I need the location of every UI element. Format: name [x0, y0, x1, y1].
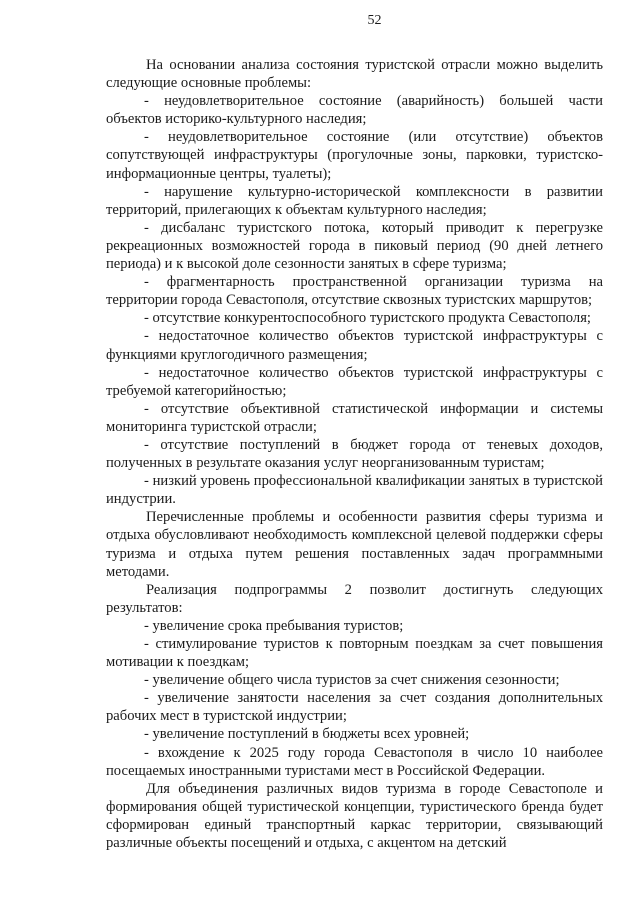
list-item: - увеличение поступлений в бюджеты всех уровней;: [144, 726, 470, 743]
paragraph: На основании анализа состояния туристской отрасли можно выделить следующие основные проблемы:: [106, 57, 603, 92]
list-item: - неудовлетворительное состояние (аварийность) большей части объектов историко-культурного наследия;: [106, 93, 603, 128]
list-item: - неудовлетворительное состояние (или отсутствие) объектов сопутствующей инфраструктуры (прогулочные зоны, парковки, туристско-информационные центры, туалеты);: [106, 129, 603, 182]
paragraph: Для объединения различных видов туризма в городе Севастополе и формирования общей туристической концепции, туристического бренда будет сформирован единый транспортный каркас территории, связывающий различные объекты посещений и отдыха, с акцентом на детский: [106, 780, 603, 852]
list-item: - отсутствие объективной статистической информации и системы мониторинга туристской отрасли;: [106, 400, 603, 435]
list-item: - фрагментарность пространственной организации туризма на территории города Севастополя, отсутствие сквозных туристских маршрутов;: [106, 274, 603, 309]
paragraph: Перечисленные проблемы и особенности развития сферы туризма и отдыха обусловливают необходимость комплексной целевой поддержки сферы туризма и отдыха путем решения поставленных задач программными методами.: [106, 509, 603, 580]
list-item: - нарушение культурно-исторической комплексности в развитии территорий, прилегающих к объектам культурного наследия;: [106, 183, 603, 218]
body-text: [106, 56, 603, 852]
list-item: - низкий уровень профессиональной квалификации занятых в туристской индустрии.: [106, 473, 603, 508]
list-item: - увеличение занятости населения за счет создания дополнительных рабочих мест в туристской индустрии;: [106, 690, 603, 725]
list-item: - недостаточное количество объектов туристской инфраструктуры с функциями круглогодичного размещения;: [106, 328, 603, 363]
list-item: - увеличение общего числа туристов за счет снижения сезонности;: [144, 672, 560, 689]
list-item: - отсутствие конкурентоспособного туристского продукта Севастополя;: [144, 310, 591, 327]
paragraph: Реализация подпрограммы 2 позволит достигнуть следующих результатов:: [106, 581, 603, 616]
page-number: 52: [367, 13, 382, 28]
list-item: - увеличение срока пребывания туристов;: [144, 617, 404, 634]
list-item: - вхождение к 2025 году города Севастополя в число 10 наиболее посещаемых иностранными туристами мест в Российской Федерации.: [106, 744, 603, 779]
list-item: - стимулирование туристов к повторным поездкам за счет повышения мотивации к поездкам;: [106, 636, 603, 671]
list-item: - дисбаланс туристского потока, который приводит к перегрузке рекреационных возможностей города в пиковый период (90 дней летнего периода) и к высокой доле сезонности занятых в сфере туризма;: [106, 219, 603, 273]
list-item: - отсутствие поступлений в бюджет города от теневых доходов, полученных в результате оказания услуг неорганизованным туристам;: [106, 436, 603, 472]
list-item: - недостаточное количество объектов туристской инфраструктуры с требуемой категорийностью;: [106, 364, 603, 399]
